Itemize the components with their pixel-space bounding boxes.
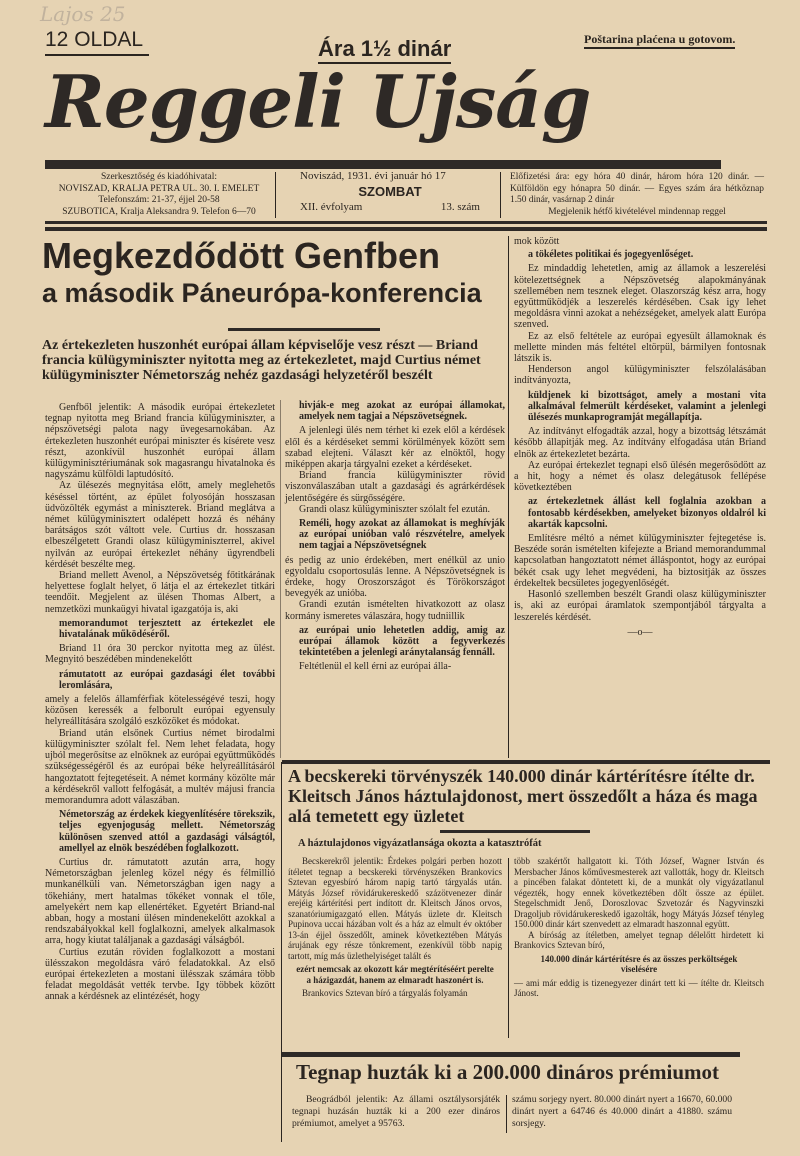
paragraph: mok között — [514, 236, 560, 247]
paragraph: Henderson angol külügyminiszter felszólalásában indítványozta, — [514, 364, 766, 387]
column-divider — [508, 236, 509, 758]
paragraph: Grandi ezután ismételten hivatkozott az olasz kormány ismeretes válaszára, hogy tudniillik — [285, 599, 505, 622]
emphasis-paragraph: memorandumot terjesztett az értekezlet ele hivatalának működéséről. — [59, 617, 275, 641]
article2-headline: A becskereki törvényszék 140.000 dinár kártérítésre ítélte dr. Kleitsch János háztulajdonost, mert összedőlt a háza és maga alá temetett egy üzletet — [288, 766, 758, 826]
emphasis-paragraph: hivják-e meg azokat az európai államokat, amelyek nem tagjai a Népszövetségnek. — [299, 400, 505, 423]
masthead-title: Reggeli Ujság — [45, 59, 591, 144]
paragraph: Az európai értekezlet tegnapi első ülésén megerősödött az a hit, hogy a német és olasz delegátusok fellépése következtében — [514, 459, 766, 494]
article3-column-2 — [512, 1094, 732, 1130]
emphasis-paragraph: az értekezletnek állást kell foglalnia azokban a fontosabb kérdésekben, amelyeket bizonyos oldalról ki akarták kapcsolni. — [528, 496, 766, 530]
paragraph: Briand francia külügyminiszter rövid viszonválaszában utalt a gazdasági és agrárkérdések jelentőségére és sürgősségére. — [285, 470, 505, 504]
editorial-line: NOVISZAD, KRALJA PETRA UL. 30. I. EMELET — [58, 183, 260, 194]
paragraph: számu sorjegy nyert. 80.000 dinárt nyert a 16670, 60.000 dinárt nyert a 64746 és 40.000 dinárt a 41880. számu sorsjegy. — [512, 1094, 732, 1129]
emphasis-paragraph: az európai unio lehetetlen addig, amig az európai államok között a fegyverkezés tekintetében a jelenlegi aránytalanság fennáll. — [299, 624, 505, 659]
emphasis-paragraph: küldjenek ki bizottságot, amely a mostani vita alkalmával felmerült kérdéseket, valamint a jelenlegi ülésezés munkaprogramját megállapítja. — [528, 389, 766, 424]
issue-info — [300, 170, 480, 213]
paragraph: amely a felelős államférfiak kötelességévé teszi, hogy közösen keressék a felborult európai egyensuly helyreállítására szolgáló eszközöket és módokat. — [45, 694, 275, 728]
article1-subhead: Az értekezleten huszonhét európai állam képviselője vesz részt — Briand francia külügyminiszter nyitotta meg az értekezletet, majd Curtius német külügyminiszter Németország nehéz gazdasági helyzetéről beszélt — [42, 338, 481, 383]
paragraph: Ez az első feltétele az európai egyesült államoknak és mellette minden más feltétel eltörpül, bármilyen fontosnak látszik is. — [514, 330, 766, 365]
article2-column-2 — [514, 856, 764, 999]
paragraph: és pedig az unio érdekében, mert enélkül az unio egyoldalu csoportosulás lenne. A Népszövetségnek is érdeke, hogy Oroszországot és Törökországot bevegyék az unióba. — [285, 554, 505, 600]
end-mark: —o— — [627, 626, 653, 638]
paragraph: Beográdból jelentik: Az állami osztálysorsjáték tegnapi huzásán huzták ki a 200 ezer dináros prémiumot, amelyet a 95763. — [292, 1094, 500, 1129]
page-count: 12 OLDAL — [45, 28, 149, 56]
handwritten-note: Lajos 25 — [40, 2, 126, 26]
column-divider — [508, 858, 509, 1038]
emphasis-paragraph: Németország az érdekek kiegyenlítésére törekszik, teljes egyenjoguság mellett. Németország különösen szenved attól a gazdasági válságtól, amellyel az elnök beszédében foglalkozott. — [59, 809, 275, 854]
article1-column-2 — [285, 400, 505, 673]
volume: XII. évfolyam — [300, 201, 363, 213]
emphasis-paragraph: a tökéletes politikai és jogegyenlőséget. — [528, 249, 694, 261]
headline-line: Megkezdődött Genfben — [42, 235, 440, 276]
emphasis-paragraph: Reméli, hogy azokat az államokat is meghívják az európai unióban való részvételre, amelyek nem tagjai a Népszövetségnek — [299, 518, 505, 552]
column-divider — [281, 762, 282, 1142]
paragraph: Hasonló szellemben beszélt Grandi olasz külügyminiszter is, aki az európai áramlatok szempontjából tárgyalta a leszerelés kérdését. — [514, 589, 766, 623]
paragraph: Becskerekről jelentik: Érdekes polgári perben hozott ítéletet tegnap a becskereki törvényszéken Brankovics Sztevan egyesbíró három napig tartó tárgyalás után. Mátyás József rövidárukereskedő százötvenezer dinár erejéig kártérítési pert indított dr. Kleitsch János orvos, szanatóriumigazgató ellen. Mátyás üzlete dr. Kleitsch Pupinova uccai házában volt és a ház az elmult év október 13-án éjjel összedőlt, aminek következtében Mátyás árujának egy része tönkrement, ezenkívül több napig tartott, míg más üzlethelyiséget talált és — [288, 856, 502, 961]
paragraph: — ami már eddig is tizenegyezer dinárt tett ki — ítélte dr. Kleitsch Jánost. — [514, 977, 764, 998]
divider — [500, 172, 501, 218]
headline-line: a második Páneurópa-konferencia — [42, 278, 482, 308]
editorial-line: Telefonszám: 21-37, éjjel 20-58 — [98, 195, 220, 205]
article3-column-1 — [292, 1094, 500, 1130]
header-rule — [45, 227, 767, 231]
editorial-info — [46, 172, 272, 218]
subscription-price: Előfizetési ára: egy hóra 40 dinár, három hóra 120 dinár. — Külföldön egy hónapra 50 dinár. — Egyes szám ára hétköznap 1.50 dinár, vasárnap 2 dinár — [510, 172, 764, 205]
paragraph: Genfből jelentik: A második európai értekezletet tegnap nyitotta meg Briand francia külügyminiszter, a népszövetségi palota nagy üvegesarnokában. Az értekezleten huszonhét európai miniszter és kísérete vesz részt, azonkívül huszonhét európai állam külügyminisztériumának sok magasrangu hivatalnoka és nagyszámu külföldi laptudósító. — [45, 402, 275, 481]
subscription-info — [510, 172, 764, 218]
paragraph: Az ülésezés megnyitása előtt, amely meglehetős késéssel történt, az épület folyosóján hosszasan üdvözölték egymást a miniszterek. Briand meglátva a német külügyminisztert odalépett hozzá és néhány barátságos szót váltott vele. Curtius dr. hosszasan elbeszélgetett Grandi olasz külügyminiszterrel, akivel nyilván az európai értekezlet néhány ügyrendbeli kérdését beszélte meg. — [45, 480, 275, 570]
article1-headline — [42, 236, 504, 310]
paragraph: Briand után elsőnek Curtius német birodalmi külügyminiszter szólalt fel. Nem lehet feladata, hogy ujból megerősítse az elnöknek az európai együttműködés szükségességéről és az európai béke helyreállításáról hangoztatott fejtegetéseit. A német kormány közölte már a kérdésekről vallott felfogását, a multév májusi francia memorandumra adott válaszában. — [45, 727, 275, 806]
headline-rule — [440, 830, 590, 833]
price: Ára 1½ dinár — [318, 36, 451, 64]
paragraph: A jelenlegi ülés nem térhet ki ezek elől a kérdések elől és a kérdéseket semmi körülmények között sem szabad elejteni. Választ kér az elnöktől, hogy miképpen akarja tárgyalni ezeket a kérdéseket. — [285, 425, 505, 471]
editorial-line: SZUBOTICA, Kralja Aleksandra 9. Telefon 6—70 — [62, 206, 256, 217]
masthead — [45, 59, 721, 160]
issue-number: 13. szám — [440, 201, 480, 213]
column-divider — [506, 1095, 507, 1133]
emphasis-paragraph: ezért nemcsak az okozott kár megtérítéséért perelte a házigazdát, hanem az elmaradt haszonért is. — [296, 964, 494, 985]
paragraph: több szakértőt hallgatott ki. Tóth József, Wagner István és Mersbacher János kőművesmesterek azt vallották, hogy dr. Kleitsch a pincében falakat döntetett ki, de a munkát oly vigyázatlanul végezték, hogy ennek következtében dőlt össze az épület. Stegelschmidt Jenő, Doroszlovac Szvetozár és Nagyvinszki Dragoljub rövidárukereskedő igazolták, hogy Mátyás József tényleg 150.000 dinár kárt szenvedett az elmaradt haszonnal együtt. — [514, 856, 764, 929]
paragraph: A bíróság az ítéletben, amelyet tegnap délelőtt hirdetett ki Brankovics Sztevan bíró, — [514, 929, 764, 950]
paragraph: Az indítványt elfogadták azzal, hogy a bizottság létszámát később állapitják meg. Az indítvány elfogadása után Briand elnök az értekezletet bezárta. — [514, 426, 766, 460]
article1-column-1 — [45, 402, 275, 1003]
article2-subhead: A háztulajdonos vigyázatlansága okozta a katasztrófát — [298, 838, 542, 849]
divider — [275, 172, 276, 218]
publication-schedule: Megjelenik hétfő kivételével mindennap reggel — [548, 206, 726, 217]
paragraph: Grandi olasz külügyminiszter szólalt fel ezután. — [299, 503, 491, 515]
emphasis-paragraph: 140.000 dinár kártérítésre és az összes perköltségek viselésére — [540, 953, 738, 974]
paragraph: Curtius ezután röviden foglalkozott a mostani ülésszakon megoldásra váró feladatokkal. Az első európai értekezleten a mostani ülésszak számára több feladat megoldását vették tervbe. Igy többek között annak a kérdésnek az elintézését, hogy — [45, 946, 275, 1003]
column-divider — [280, 400, 281, 758]
headline-rule — [228, 328, 380, 331]
paragraph: Briand mellett Avenol, a Népszövetség főtitkárának helyettese foglalt helyet, ő látja el az értekezlet titkári teendőit. Megjelent az ülésen Thomas Albert, a nemzetközi munkaügyi hivatal igazgatója is, aki — [45, 570, 275, 615]
section-rule — [282, 760, 770, 764]
paragraph: Brankovics Sztevan bíró a tárgyalás folyamán — [302, 988, 468, 998]
paragraph: Curtius dr. rámutatott azután arra, hogy Németországban jelenleg közel négy és félmillió munkanélküli van. Németországban igen nagy a tőkehiány, mert hatalmas tőkéket vonnak el tőle, amelyekért nem kap ellenértéket. Egyetért Briand-nal abban, hogy a mostani ülésen mindenekelőtt azokkal a rendszabályokkal kell foglalkozni, amelyek alkalmasok arra, hogy kiutat találjanak a gazdasági válságból. — [45, 856, 275, 947]
emphasis-paragraph: rámutatott az európai gazdasági élet további leromlására, — [59, 668, 275, 691]
masthead-rule — [45, 160, 721, 169]
article2-column-1 — [288, 856, 502, 999]
paragraph: Ez mindaddig lehetetlen, amig az államok a leszerelési kötelezettségnek a Népszövetség alapokmányának szellemében nem tesznek eleget. Olaszország kész arra, hogy együttműködjék a leszerelés kérdésében. Csak igy lehet megoldásra vinni azokat a nehézségeket, amelyek alatt Európa szenved. — [514, 263, 766, 331]
article1-column-3 — [514, 236, 766, 638]
paragraph: Briand 11 óra 30 perckor nyitotta meg az ülést. Megnyitó beszédében mindenekelőtt — [45, 643, 275, 666]
article3-headline: Tegnap huzták ki a 200.000 dináros prémiumot — [296, 1060, 719, 1084]
postage-note: Poštarina plaćena u gotovom. — [584, 32, 735, 49]
paragraph: Említésre méltó a német külügyminiszter fejtegetése is. Beszéde során ismételten kifejezte a Briand memorandummal kapcsolatban hangoztatott német álláspontot, hogy az európai békét csak ugy lehet megvédeni, ha biztositják az összes érdekeltek becsületes jogegyenlőségét. — [514, 533, 766, 589]
issue-date: Noviszád, 1931. évi január hó 17 — [300, 170, 446, 182]
paragraph: Feltétlenül el kell érni az európai álla- — [299, 661, 452, 673]
section-rule — [282, 1052, 740, 1057]
weekday: SZOMBAT — [358, 184, 422, 199]
editorial-line: Szerkesztőség és kiadóhivatal: — [100, 172, 218, 182]
header-rule — [45, 221, 767, 224]
